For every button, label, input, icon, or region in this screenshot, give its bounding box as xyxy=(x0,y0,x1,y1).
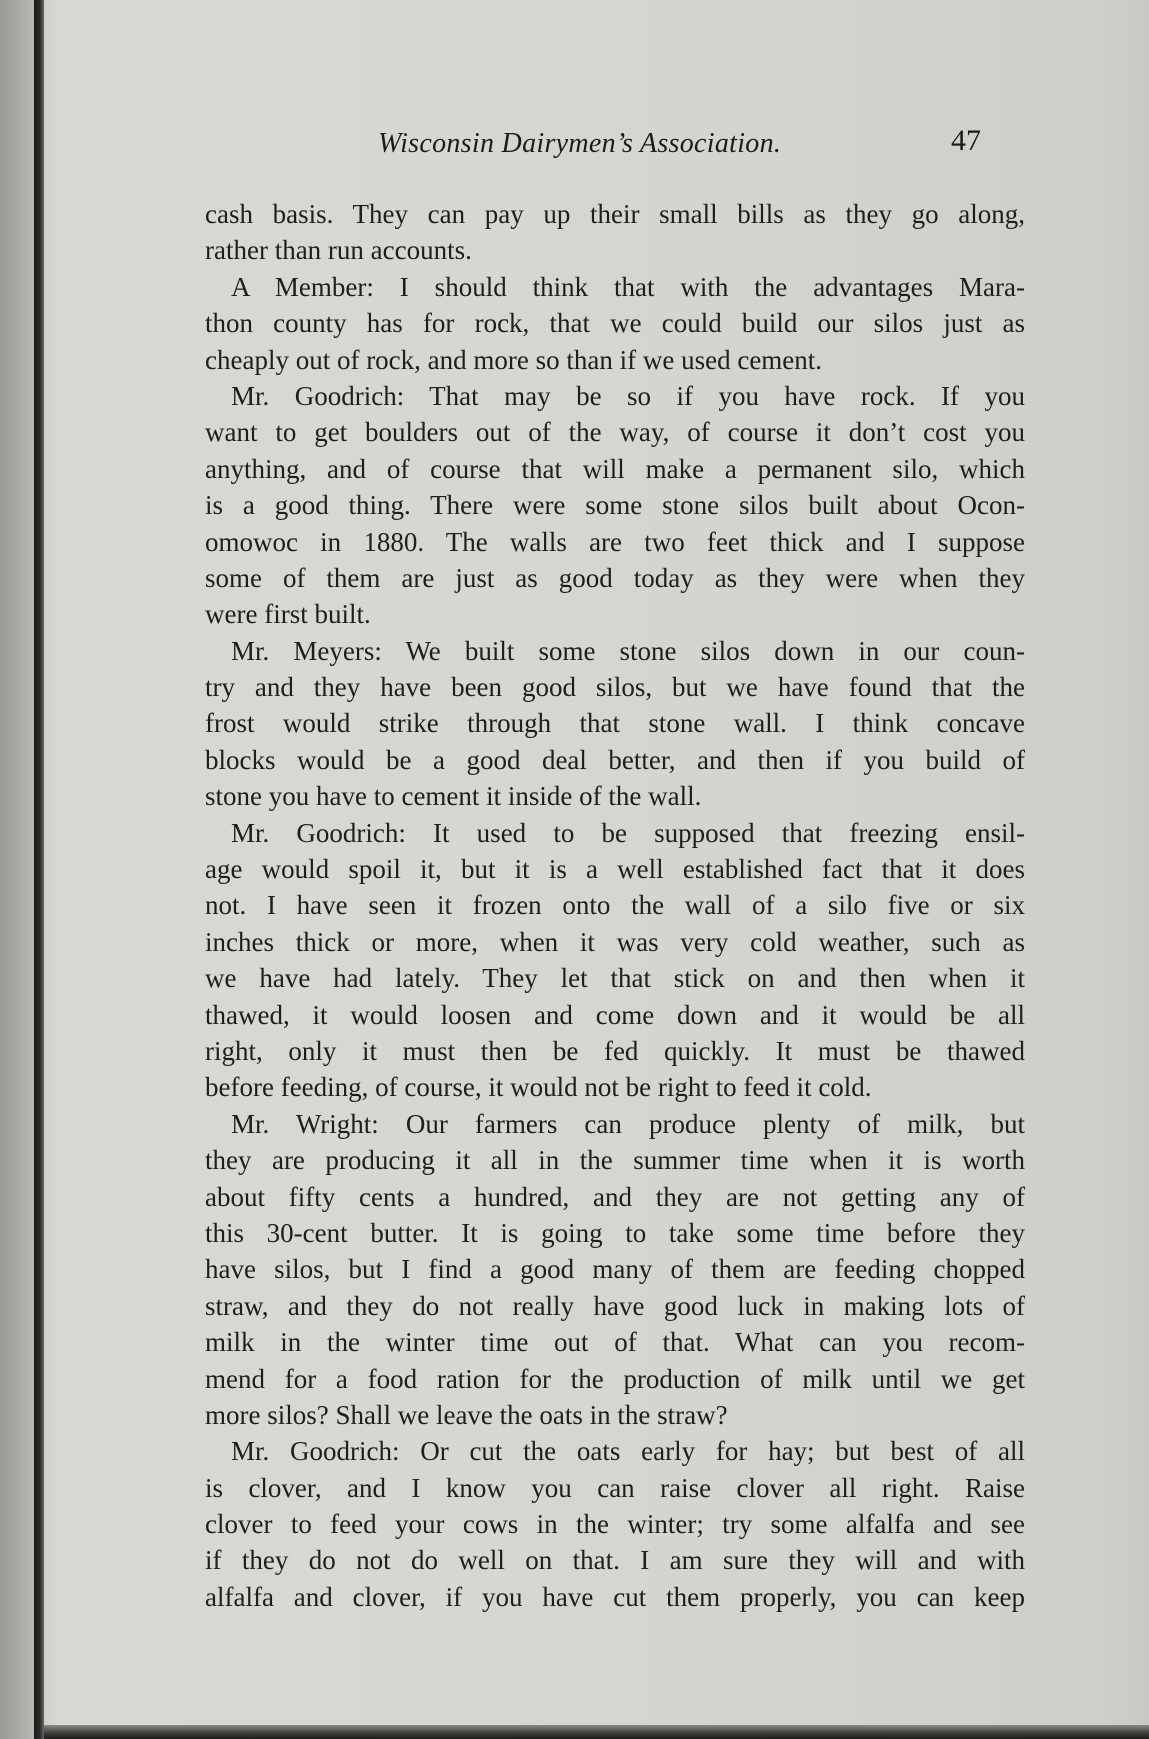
text-line: rather than run accounts. xyxy=(205,235,472,266)
text-line: inches thick or more, when it was very cold weather, such as xyxy=(205,926,1025,957)
text-line: more silos? Shall we leave the oats in the straw? xyxy=(205,1399,728,1430)
text-line: Mr. Wright: Our farmers can produce plenty of milk, but xyxy=(231,1108,1025,1139)
text-line: blocks would be a good deal better, and then if you build of xyxy=(205,744,1025,775)
text-line: anything, and of course that will make a permanent silo, which xyxy=(205,453,1025,484)
text-line: they are producing it all in the summer time when it is worth xyxy=(205,1145,1025,1176)
binding-edge xyxy=(34,0,44,1739)
text-line: this 30-cent butter. It is going to take some time before they xyxy=(205,1217,1025,1248)
text-line: frost would strike through that stone wall. I think concave xyxy=(205,708,1025,739)
running-head xyxy=(0,124,1149,164)
text-line: want to get boulders out of the way, of course it don’t cost you xyxy=(205,417,1025,448)
text-line: Mr. Goodrich: Or cut the oats early for hay; but best of all xyxy=(231,1436,1025,1467)
text-line: Mr. Meyers: We built some stone silos down in our coun- xyxy=(231,635,1025,666)
text-line: not. I have seen it frozen onto the wall of a silo five or six xyxy=(205,890,1025,921)
page-number: 47 xyxy=(951,124,981,157)
binding-shadow xyxy=(0,0,34,1739)
text-line: if they do not do well on that. I am sure they will and with xyxy=(205,1545,1025,1576)
text-line: is a good thing. There were some stone silos built about Ocon- xyxy=(205,490,1025,521)
text-line: right, only it must then be fed quickly. It must be thawed xyxy=(205,1035,1025,1066)
text-line: some of them are just as good today as they were when they xyxy=(205,562,1025,593)
running-title: Wisconsin Dairymen’s Association. xyxy=(378,128,782,159)
text-line: Mr. Goodrich: That may be so if you have rock. If you xyxy=(231,380,1025,411)
text-line: try and they have been good silos, but we have found that the xyxy=(205,672,1025,703)
text-line: we have had lately. They let that stick on and then when it xyxy=(205,963,1025,994)
text-line: stone you have to cement it inside of the wall. xyxy=(205,781,702,812)
text-line: clover to feed your cows in the winter; try some alfalfa and see xyxy=(205,1509,1025,1540)
text-line: about fifty cents a hundred, and they are not getting any of xyxy=(205,1181,1025,1212)
text-line: mend for a food ration for the production of milk until we get xyxy=(205,1363,1025,1394)
text-line: cash basis. They can pay up their small bills as they go along, xyxy=(205,199,1025,229)
text-line: alfalfa and clover, if you have cut them properly, you can keep xyxy=(205,1581,1025,1612)
text-line: were first built. xyxy=(205,599,371,630)
text-line: before feeding, of course, it would not be right to feed it cold. xyxy=(205,1072,872,1103)
text-line: omowoc in 1880. The walls are two feet thick and I suppose xyxy=(205,526,1025,557)
text-line: thawed, it would loosen and come down and it would be all xyxy=(205,999,1025,1030)
text-line: is clover, and I know you can raise clover all right. Raise xyxy=(205,1472,1025,1503)
text-line: have silos, but I find a good many of them are feeding chopped xyxy=(205,1254,1025,1285)
text-line: thon county has for rock, that we could build our silos just as xyxy=(205,308,1025,339)
text-line: milk in the winter time out of that. What can you recom- xyxy=(205,1327,1025,1358)
body-text xyxy=(205,196,1025,1615)
text-line: A Member: I should think that with the advantages Mara- xyxy=(231,271,1025,302)
text-line: Mr. Goodrich: It used to be supposed that freezing ensil- xyxy=(231,817,1025,848)
text-line: straw, and they do not really have good luck in making lots of xyxy=(205,1290,1025,1321)
bottom-page-edge xyxy=(44,1725,1149,1739)
text-line: cheaply out of rock, and more so than if we used cement. xyxy=(205,344,823,375)
text-line: age would spoil it, but it is a well established fact that it does xyxy=(205,854,1025,885)
